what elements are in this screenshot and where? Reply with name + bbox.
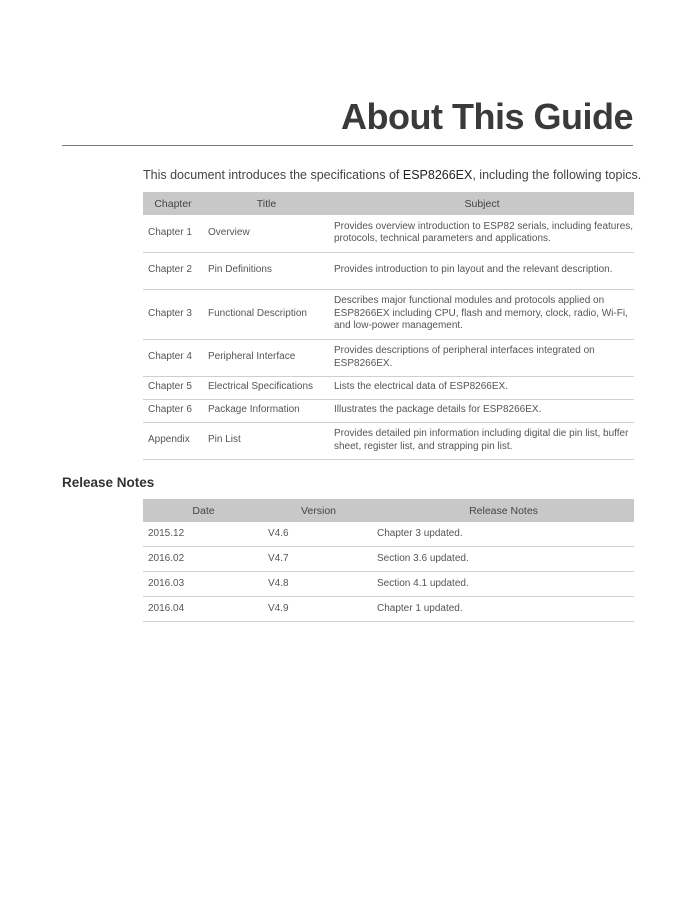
version-cell: V4.7 [264,547,373,572]
table-row [143,289,634,339]
chapter-cell: Chapter 2 [143,252,203,289]
table-row [143,597,634,622]
title-divider [62,145,633,146]
table-row [143,399,634,422]
chapter-cell: Chapter 1 [143,215,203,252]
subject-cell: Provides overview introduction to ESP82 serials, including features, protocols, technical parameters and applications. [330,215,634,252]
intro-text-start: This document introduces the specifications of [143,168,403,182]
table-row [143,522,634,547]
subject-cell: Illustrates the package details for ESP8266EX. [330,399,634,422]
subject-cell: Provides introduction to pin layout and the relevant description. [330,252,634,289]
version-cell: V4.6 [264,522,373,547]
date-cell: 2016.03 [143,572,264,597]
table-row [143,572,634,597]
chapter-cell: Chapter 3 [143,289,203,339]
page-title: About This Guide [341,96,633,137]
intro-product-name: ESP8266EX [402,168,473,182]
table-row [143,339,634,376]
release-header-row [143,499,634,522]
header-subject: Subject [330,192,634,215]
title-cell: Electrical Specifications [203,376,330,399]
table-row [143,376,634,399]
date-cell: 2015.12 [143,522,264,547]
header-title: Title [203,192,330,215]
chapter-cell: Chapter 4 [143,339,203,376]
note-cell: Chapter 1 updated. [373,597,634,622]
date-cell: 2016.02 [143,547,264,572]
intro-paragraph [143,168,641,182]
chapters-header-row [143,192,634,215]
title-cell: Pin Definitions [203,252,330,289]
intro-text-end: , including the following topics. [472,168,642,182]
title-cell: Package Information [203,399,330,422]
table-row [143,252,634,289]
title-cell: Pin List [203,422,330,459]
table-row [143,422,634,459]
chapter-cell: Chapter 6 [143,399,203,422]
chapters-table [143,192,634,460]
header-version: Version [264,499,373,522]
note-cell: Section 3.6 updated. [373,547,634,572]
title-cell: Functional Description [203,289,330,339]
release-notes-heading: Release Notes [62,475,155,490]
table-row [143,215,634,252]
header-release-notes: Release Notes [373,499,634,522]
subject-cell: Provides detailed pin information including digital die pin list, buffer sheet, register list, and strapping pin list. [330,422,634,459]
chapter-cell: Chapter 5 [143,376,203,399]
header-chapter: Chapter [143,192,203,215]
subject-cell: Lists the electrical data of ESP8266EX. [330,376,634,399]
version-cell: V4.9 [264,597,373,622]
note-cell: Section 4.1 updated. [373,572,634,597]
title-cell: Peripheral Interface [203,339,330,376]
subject-cell: Describes major functional modules and protocols applied on ESP8266EX including CPU, flash and memory, clock, radio, Wi-Fi, and low-power management. [330,289,634,339]
header-date: Date [143,499,264,522]
version-cell: V4.8 [264,572,373,597]
title-cell: Overview [203,215,330,252]
table-row [143,547,634,572]
subject-cell: Provides descriptions of peripheral interfaces integrated on ESP8266EX. [330,339,634,376]
date-cell: 2016.04 [143,597,264,622]
chapter-cell: Appendix [143,422,203,459]
note-cell: Chapter 3 updated. [373,522,634,547]
release-notes-table [143,499,634,622]
